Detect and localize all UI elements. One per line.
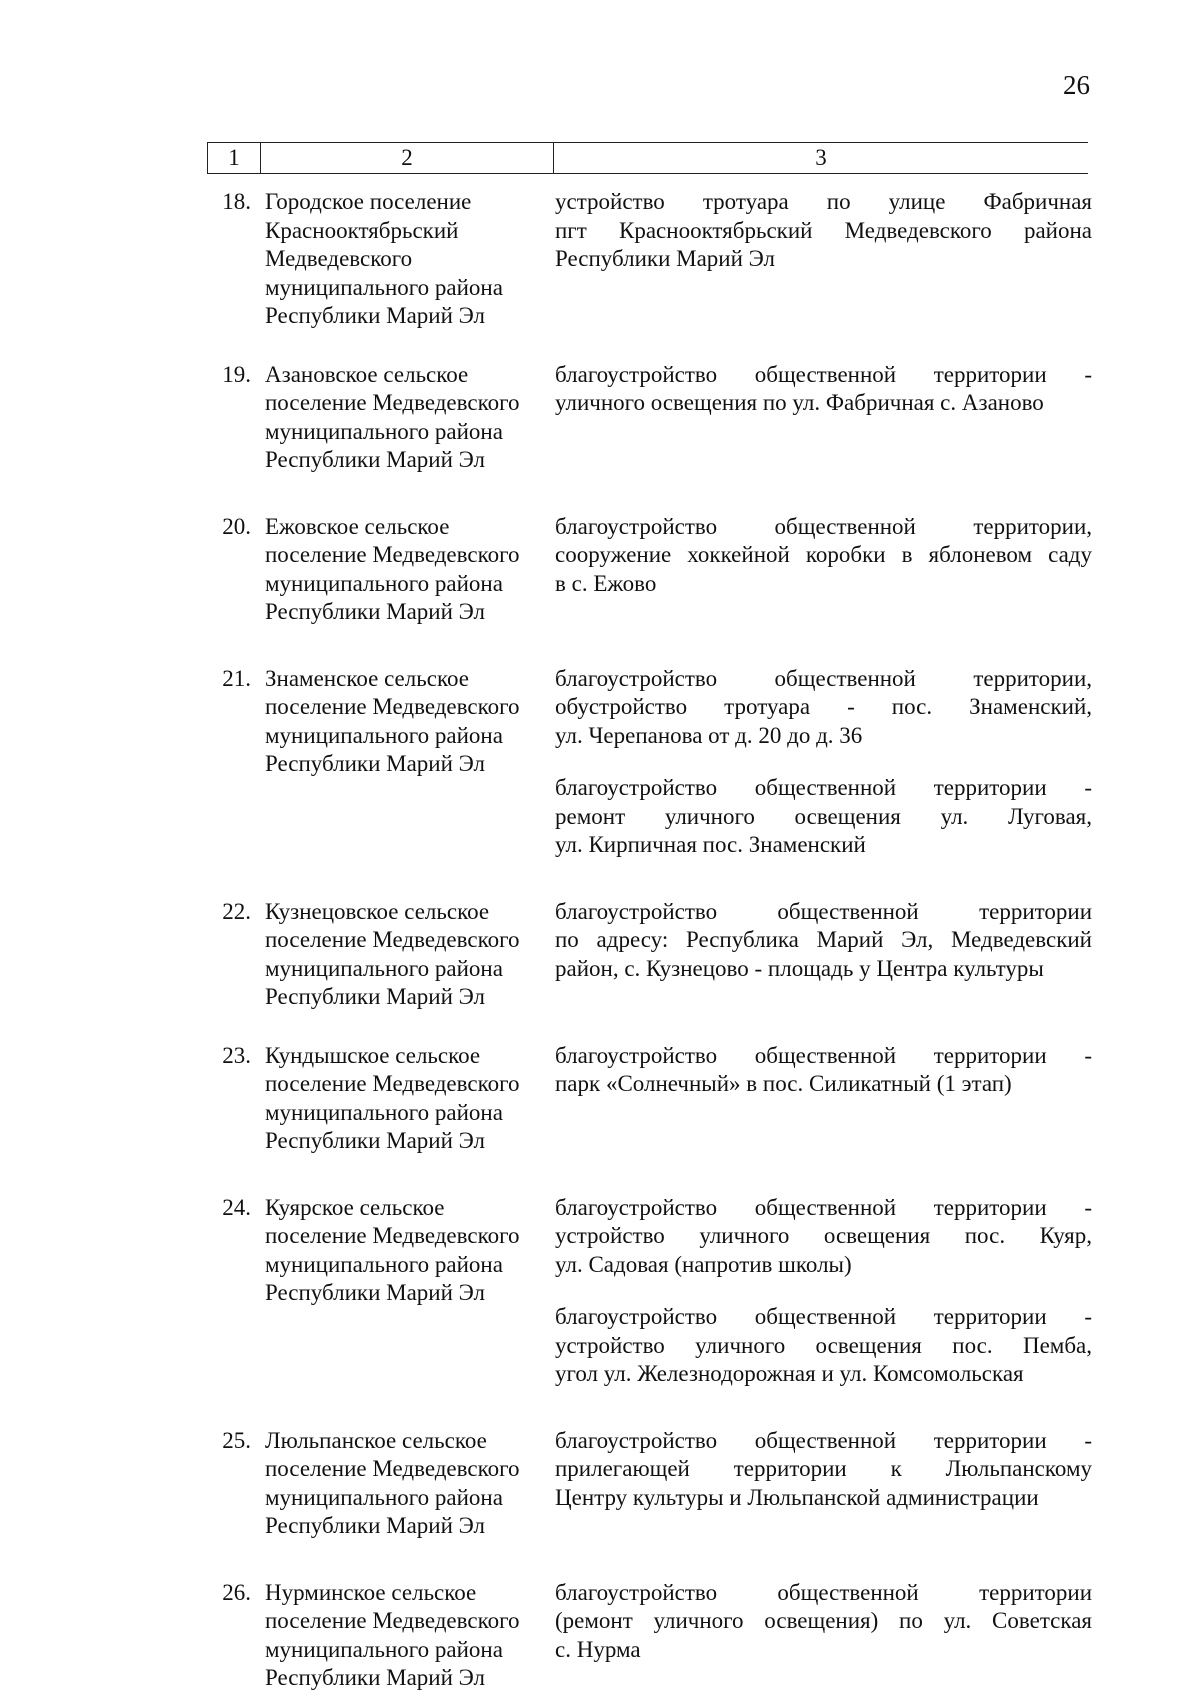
settlement-name-line: Кундышское сельское xyxy=(265,1042,481,1068)
settlement-name-line: муниципального района xyxy=(265,722,503,748)
project-line: уличного освещения по ул. Фабричная с. Азаново xyxy=(555,390,1044,415)
settlement-name-line: Республики Марий Эл xyxy=(265,1280,486,1305)
project-line: благоустройство общественной территории, xyxy=(555,665,1092,691)
project-line: устройство тротуара по улице Фабричная xyxy=(555,189,1092,214)
settlement-name-line: Азановское сельское xyxy=(265,361,469,387)
settlement-name-line: Люльпанское сельское xyxy=(265,1427,487,1453)
project-item xyxy=(555,774,1092,860)
settlement-name-line: Республики Марий Эл xyxy=(265,1513,486,1538)
settlement-name-line: муниципального района xyxy=(265,274,503,300)
settlement-name-line: поселение Медведевского xyxy=(265,390,520,415)
project-line: пгт Краснооктябрьский Медведевского района xyxy=(555,217,1092,243)
settlement-name-line: муниципального района xyxy=(265,1636,503,1662)
table-row xyxy=(207,1427,1092,1541)
settlement-name-line: Нурминское сельское xyxy=(265,1579,477,1605)
header-col-3: 3 xyxy=(815,145,827,170)
project-description xyxy=(555,898,1092,1012)
table-row xyxy=(207,665,1092,860)
project-item xyxy=(555,361,1092,418)
settlement-name-line: муниципального района xyxy=(265,1251,503,1277)
table-row xyxy=(207,898,1092,1012)
project-description xyxy=(555,1042,1092,1156)
row-number: 26. xyxy=(222,1579,251,1605)
header-col-1: 1 xyxy=(207,143,261,173)
project-line: (ремонт уличного освещения) по ул. Советская xyxy=(555,1608,1092,1633)
project-description xyxy=(555,188,1092,331)
project-line: устройство уличного освещения пос. Пемба, xyxy=(555,1332,1092,1358)
project-line: Республики Марий Эл xyxy=(555,246,776,271)
table-row xyxy=(207,361,1092,475)
settlement-name-line: муниципального района xyxy=(265,1099,503,1125)
settlement-name xyxy=(265,513,555,627)
project-line: Центру культуры и Люльпанской администрации xyxy=(555,1484,1039,1510)
settlement-name xyxy=(265,361,555,475)
settlement-name-line: Республики Марий Эл xyxy=(265,599,486,624)
settlement-name-line: Республики Марий Эл xyxy=(265,984,486,1009)
project-line: с. Нурма xyxy=(555,1636,641,1662)
project-line: ул. Кирпичная пос. Знаменский xyxy=(555,832,866,857)
row-number: 20. xyxy=(222,513,251,539)
project-description xyxy=(555,361,1092,475)
page-number: 26 xyxy=(1063,70,1090,100)
settlement-name-line: Республики Марий Эл xyxy=(265,303,486,328)
settlement-name-line: Городское поселение xyxy=(265,189,472,214)
project-line: парк «Солнечный» в пос. Силикатный (1 этап) xyxy=(555,1071,1012,1096)
settlement-name-line: Республики Марий Эл xyxy=(265,751,486,776)
settlement-name-line: поселение Медведевского xyxy=(265,1071,520,1096)
settlement-name-line: поселение Медведевского xyxy=(265,1456,520,1481)
table-row xyxy=(207,1194,1092,1389)
settlement-name-line: Кузнецовское сельское xyxy=(265,898,490,924)
table-header xyxy=(207,142,1088,174)
project-line: благоустройство общественной территории xyxy=(555,898,1092,924)
settlement-name-line: поселение Медведевского xyxy=(265,927,520,952)
settlement-name-line: Республики Марий Эл xyxy=(265,1128,486,1153)
project-line: благоустройство общественной территории - xyxy=(555,1042,1092,1068)
settlement-name-line: поселение Медведевского xyxy=(265,1608,520,1633)
settlement-name xyxy=(265,1579,555,1693)
settlement-name-line: поселение Медведевского xyxy=(265,694,520,719)
settlement-name xyxy=(265,188,555,331)
settlement-name-line: Республики Марий Эл xyxy=(265,447,486,472)
project-description xyxy=(555,1194,1092,1389)
project-line: благоустройство общественной территории - xyxy=(555,1304,1092,1329)
row-number: 25. xyxy=(222,1427,251,1453)
project-line: прилегающей территории к Люльпанскому xyxy=(555,1456,1092,1481)
project-line: благоустройство общественной территории, xyxy=(555,513,1092,539)
settlement-name-line: муниципального района xyxy=(265,418,503,444)
project-item xyxy=(555,188,1092,274)
row-number: 19. xyxy=(222,361,251,387)
settlement-name-line: муниципального района xyxy=(265,1484,503,1510)
project-item xyxy=(555,898,1092,984)
project-description xyxy=(555,513,1092,627)
settlement-name-line: поселение Медведевского xyxy=(265,542,520,567)
settlement-name-line: Знаменское сельское xyxy=(265,665,469,691)
row-number: 21. xyxy=(222,665,251,691)
project-item xyxy=(555,1194,1092,1280)
table-row xyxy=(207,513,1092,627)
settlement-name xyxy=(265,1042,555,1156)
project-line: ул. Черепанова от д. 20 до д. 36 xyxy=(555,722,863,748)
project-item xyxy=(555,1427,1092,1513)
header-col-2: 2 xyxy=(261,143,554,173)
settlement-name-line: муниципального района xyxy=(265,570,503,596)
project-line: благоустройство общественной территории - xyxy=(555,1194,1092,1220)
settlement-name xyxy=(265,898,555,1012)
project-item xyxy=(555,665,1092,751)
project-description xyxy=(555,1427,1092,1541)
row-number: 23. xyxy=(222,1042,251,1068)
project-line: благоустройство общественной территории - xyxy=(555,775,1092,800)
settlement-name xyxy=(265,1194,555,1389)
project-line: в с. Ежово xyxy=(555,570,657,596)
project-line: ул. Садовая (напротив школы) xyxy=(555,1251,852,1277)
table-body xyxy=(207,188,1092,1693)
settlement-name xyxy=(265,1427,555,1541)
row-number: 18. xyxy=(222,189,251,214)
table-row xyxy=(207,188,1092,331)
project-item xyxy=(555,1303,1092,1389)
settlement-name-line: Республики Марий Эл xyxy=(265,1665,486,1690)
table-row xyxy=(207,1579,1092,1693)
project-line: ремонт уличного освещения ул. Луговая, xyxy=(555,803,1092,829)
settlement-name-line: Краснооктябрьский xyxy=(265,217,459,243)
settlement-name-line: Медведевского xyxy=(265,246,413,271)
project-line: район, с. Кузнецово - площадь у Центра культуры xyxy=(555,955,1044,981)
project-line: обустройство тротуара - пос. Знаменский, xyxy=(555,694,1092,719)
project-item xyxy=(555,1579,1092,1665)
project-line: по адресу: Республика Марий Эл, Медведевский xyxy=(555,927,1092,952)
project-line: сооружение хоккейной коробки в яблоневом саду xyxy=(555,542,1092,567)
project-line: благоустройство общественной территории - xyxy=(555,361,1092,387)
settlement-name-line: Куярское сельское xyxy=(265,1194,445,1220)
project-line: устройство уличного освещения пос. Куяр, xyxy=(555,1223,1092,1248)
project-description xyxy=(555,665,1092,860)
settlement-name-line: Ежовское сельское xyxy=(265,513,450,539)
project-line: благоустройство общественной территории xyxy=(555,1579,1092,1605)
project-item xyxy=(555,1042,1092,1099)
project-line: угол ул. Железнодорожная и ул. Комсомольская xyxy=(555,1361,1024,1386)
settlement-name-line: поселение Медведевского xyxy=(265,1223,520,1248)
row-number: 22. xyxy=(222,898,251,924)
project-item xyxy=(555,513,1092,599)
settlement-name xyxy=(265,665,555,860)
settlement-name-line: муниципального района xyxy=(265,955,503,981)
row-number: 24. xyxy=(222,1194,251,1220)
project-line: благоустройство общественной территории - xyxy=(555,1427,1092,1453)
table-row xyxy=(207,1042,1092,1156)
project-description xyxy=(555,1579,1092,1693)
